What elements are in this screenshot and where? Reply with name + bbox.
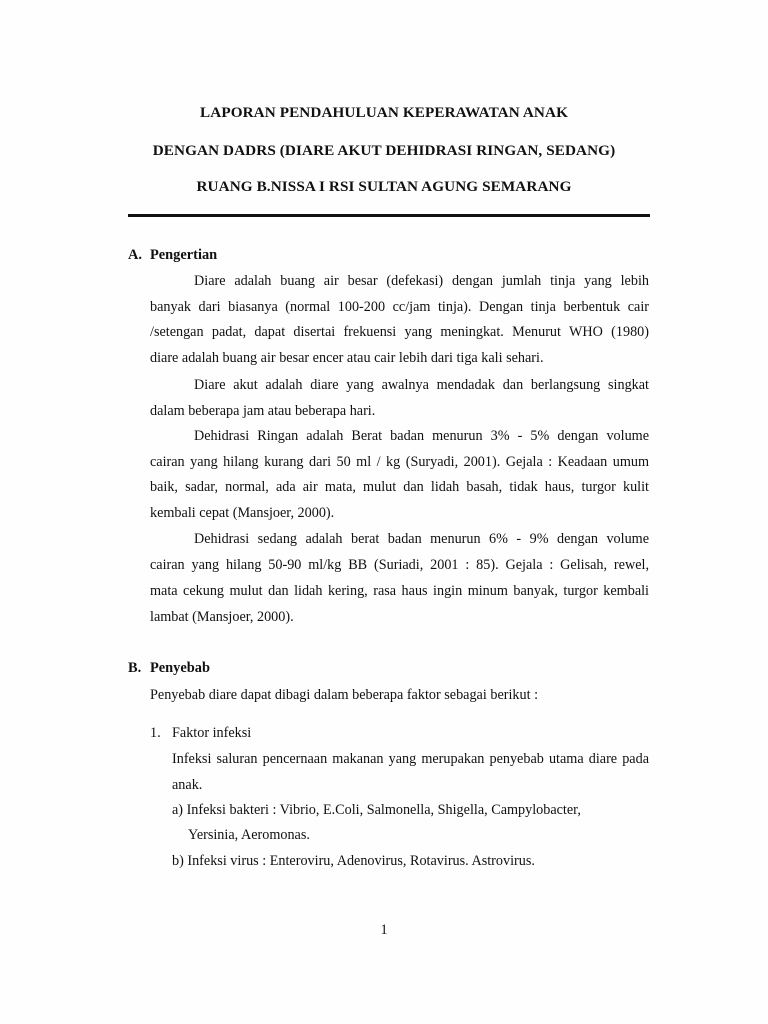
para1-line4: diare adalah buang air besar encer atau cair lebih dari tiga kali sehari. — [150, 350, 544, 366]
para3-line1: Dehidrasi Ringan adalah Berat badan menurun 3% - 5% dengan volume — [194, 428, 649, 444]
section-a-title: Pengertian — [150, 247, 218, 263]
section-a-heading — [128, 247, 217, 264]
section-a-label: A. — [128, 247, 142, 263]
para4-line2: cairan yang hilang 50-90 ml/kg BB (Suriadi, 2001 : 85). Gejala : Gelisah, rewel, — [150, 557, 649, 573]
sub-b-line: b) Infeksi virus : Enteroviru, Adenovirus, Rotavirus. Astrovirus. — [172, 853, 535, 869]
para4-line4: lambat (Mansjoer, 2000). — [150, 609, 294, 625]
para1-line1: Diare adalah buang air besar (defekasi) dengan jumlah tinja yang lebih — [194, 273, 649, 289]
title-line-1: LAPORAN PENDAHULUAN KEPERAWATAN ANAK — [200, 104, 568, 121]
para3-line3: baik, sadar, normal, ada air mata, mulut dan lidah basah, tidak haus, turgor kulit — [150, 479, 649, 495]
para2-line1: Diare akut adalah diare yang awalnya mendadak dan berlangsung singkat — [194, 377, 649, 393]
para1-line3: /setengan padat, dapat disertai frekuensi yang meningkat. Menurut WHO (1980) — [150, 324, 649, 340]
item1-desc-line2: anak. — [172, 777, 203, 793]
item1-number: 1. — [150, 725, 161, 741]
section-b-title: Penyebab — [150, 660, 210, 676]
title-divider — [128, 214, 650, 217]
title-line-2: DENGAN DADRS (DIARE AKUT DEHIDRASI RINGAN, SEDANG) — [152, 142, 616, 159]
sub-a-line1: a) Infeksi bakteri : Vibrio, E.Coli, Salmonella, Shigella, Campylobacter, — [172, 802, 581, 818]
item1-title: Faktor infeksi — [172, 725, 252, 741]
para3-line4: kembali cepat (Mansjoer, 2000). — [150, 505, 335, 521]
section-b-label: B. — [128, 660, 142, 676]
para4-line3: mata cekung mulut dan lidah kering, rasa haus ingin minum banyak, turgor kembali — [150, 583, 649, 599]
page-number: 1 — [380, 922, 388, 938]
section-b-intro: Penyebab diare dapat dibagi dalam beberapa faktor sebagai berikut : — [150, 687, 539, 703]
para4-line1: Dehidrasi sedang adalah berat badan menurun 6% - 9% dengan volume — [194, 531, 649, 547]
section-b-heading — [128, 660, 210, 677]
item1-desc-line1: Infeksi saluran pencernaan makanan yang merupakan penyebab utama diare pada — [172, 751, 649, 767]
title-line-3: RUANG B.NISSA I RSI SULTAN AGUNG SEMARANG — [196, 178, 572, 195]
sub-a-line2: Yersinia, Aeromonas. — [188, 827, 310, 843]
para3-line2: cairan yang hilang kurang dari 50 ml / kg (Suryadi, 2001). Gejala : Keadaan umum — [150, 454, 649, 470]
para2-line2: dalam beberapa jam atau beberapa hari. — [150, 403, 376, 419]
para1-line2: banyak dari biasanya (normal 100-200 cc/jam tinja). Dengan tinja berbentuk cair — [150, 299, 649, 315]
